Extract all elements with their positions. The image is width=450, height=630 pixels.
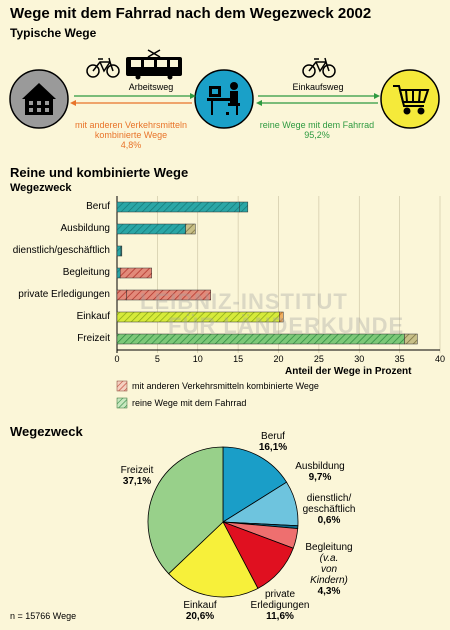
combined-caption-value: 4,8%: [120, 140, 142, 150]
pure-caption-line1: reine Wege mit dem Fahrrad: [259, 120, 375, 130]
bar-segment-pure: [117, 290, 127, 300]
combined-caption-line1: mit anderen Verkehrsmitteln: [74, 120, 188, 130]
bar-category-label: Einkauf: [76, 311, 110, 322]
bar-category-label: private Erledigungen: [18, 289, 110, 300]
bar-category-label: dienstlich/geschäftlich: [12, 245, 110, 256]
pie-slice-label: Begleitung (v.a. von Kindern) 4,3%: [305, 542, 353, 597]
pie-slice-label: Ausbildung 9,7%: [295, 461, 345, 483]
legend-swatch-combined: [117, 381, 127, 391]
combined-route-arrow: [70, 93, 196, 106]
x-tick-label: 20: [273, 354, 284, 364]
bar-segment-combined: [404, 334, 417, 344]
bar-segment-pure: [117, 268, 120, 278]
bar-section-subtitle: Wegezweck: [10, 182, 72, 194]
legend-swatch-pure: [117, 398, 127, 408]
x-tick-label: 35: [394, 354, 405, 364]
bar-segment-combined: [121, 246, 122, 256]
bar-segment-pure: [117, 224, 186, 234]
legend-combined: mit anderen Verkehrsmitteln kombinierte Wege: [132, 381, 319, 391]
bar-section-title: Reine und kombinierte Wege: [10, 165, 189, 180]
x-tick-label: 15: [233, 354, 244, 364]
bar-segment-pure: [117, 202, 240, 212]
pie-slice-label: Einkauf 20,6%: [183, 600, 217, 622]
bar-segment-combined: [120, 268, 151, 278]
bicycle-icon: [303, 58, 335, 77]
bar-category-label: Begleitung: [62, 267, 110, 278]
bar-segment-combined: [240, 202, 248, 212]
bicycle-icon: [87, 58, 119, 77]
bar-category-label: Freizeit: [77, 333, 110, 344]
bar-category-label: Ausbildung: [60, 223, 110, 234]
x-tick-label: 10: [192, 354, 203, 364]
legend-pure: reine Wege mit dem Fahrrad: [132, 398, 247, 408]
pie-slice-label: Freizeit 37,1%: [120, 465, 154, 487]
pie-slice-label: Beruf 16,1%: [258, 431, 288, 453]
right-arrow-label: Einkaufsweg: [292, 82, 344, 92]
pie-slice-label: dienstlich/ geschäftlich 0,6%: [302, 493, 356, 526]
x-tick-label: 5: [154, 354, 160, 364]
bar-segment-combined: [186, 224, 196, 234]
page-title: Wege mit dem Fahrrad nach dem Wegezweck 2002: [10, 5, 372, 22]
page-subtitle: Typische Wege: [10, 26, 97, 40]
x-tick-label: 40: [434, 354, 445, 364]
pure-caption-value: 95,2%: [304, 130, 330, 140]
pure-route-arrow: [256, 93, 380, 106]
x-tick-label: 30: [354, 354, 365, 364]
left-arrow-label: Arbeitsweg: [128, 82, 174, 92]
x-tick-label: 0: [114, 354, 120, 364]
sample-size-note: n = 15766 Wege: [10, 611, 77, 621]
tram-icon: [126, 50, 182, 80]
pie-section-title: Wegezweck: [10, 424, 83, 439]
combined-caption-line2: kombinierte Wege: [94, 130, 168, 140]
bar-category-label: Beruf: [86, 201, 110, 212]
pie-slice-label: private Erledigungen 11,6%: [250, 589, 310, 622]
x-tick-label: 25: [313, 354, 324, 364]
x-axis-label: Anteil der Wege in Prozent: [285, 366, 412, 377]
watermark: LEIBNIZ-INSTITUT FÜR LÄNDERKUNDE: [140, 289, 405, 338]
bar-segment-pure: [117, 246, 121, 256]
